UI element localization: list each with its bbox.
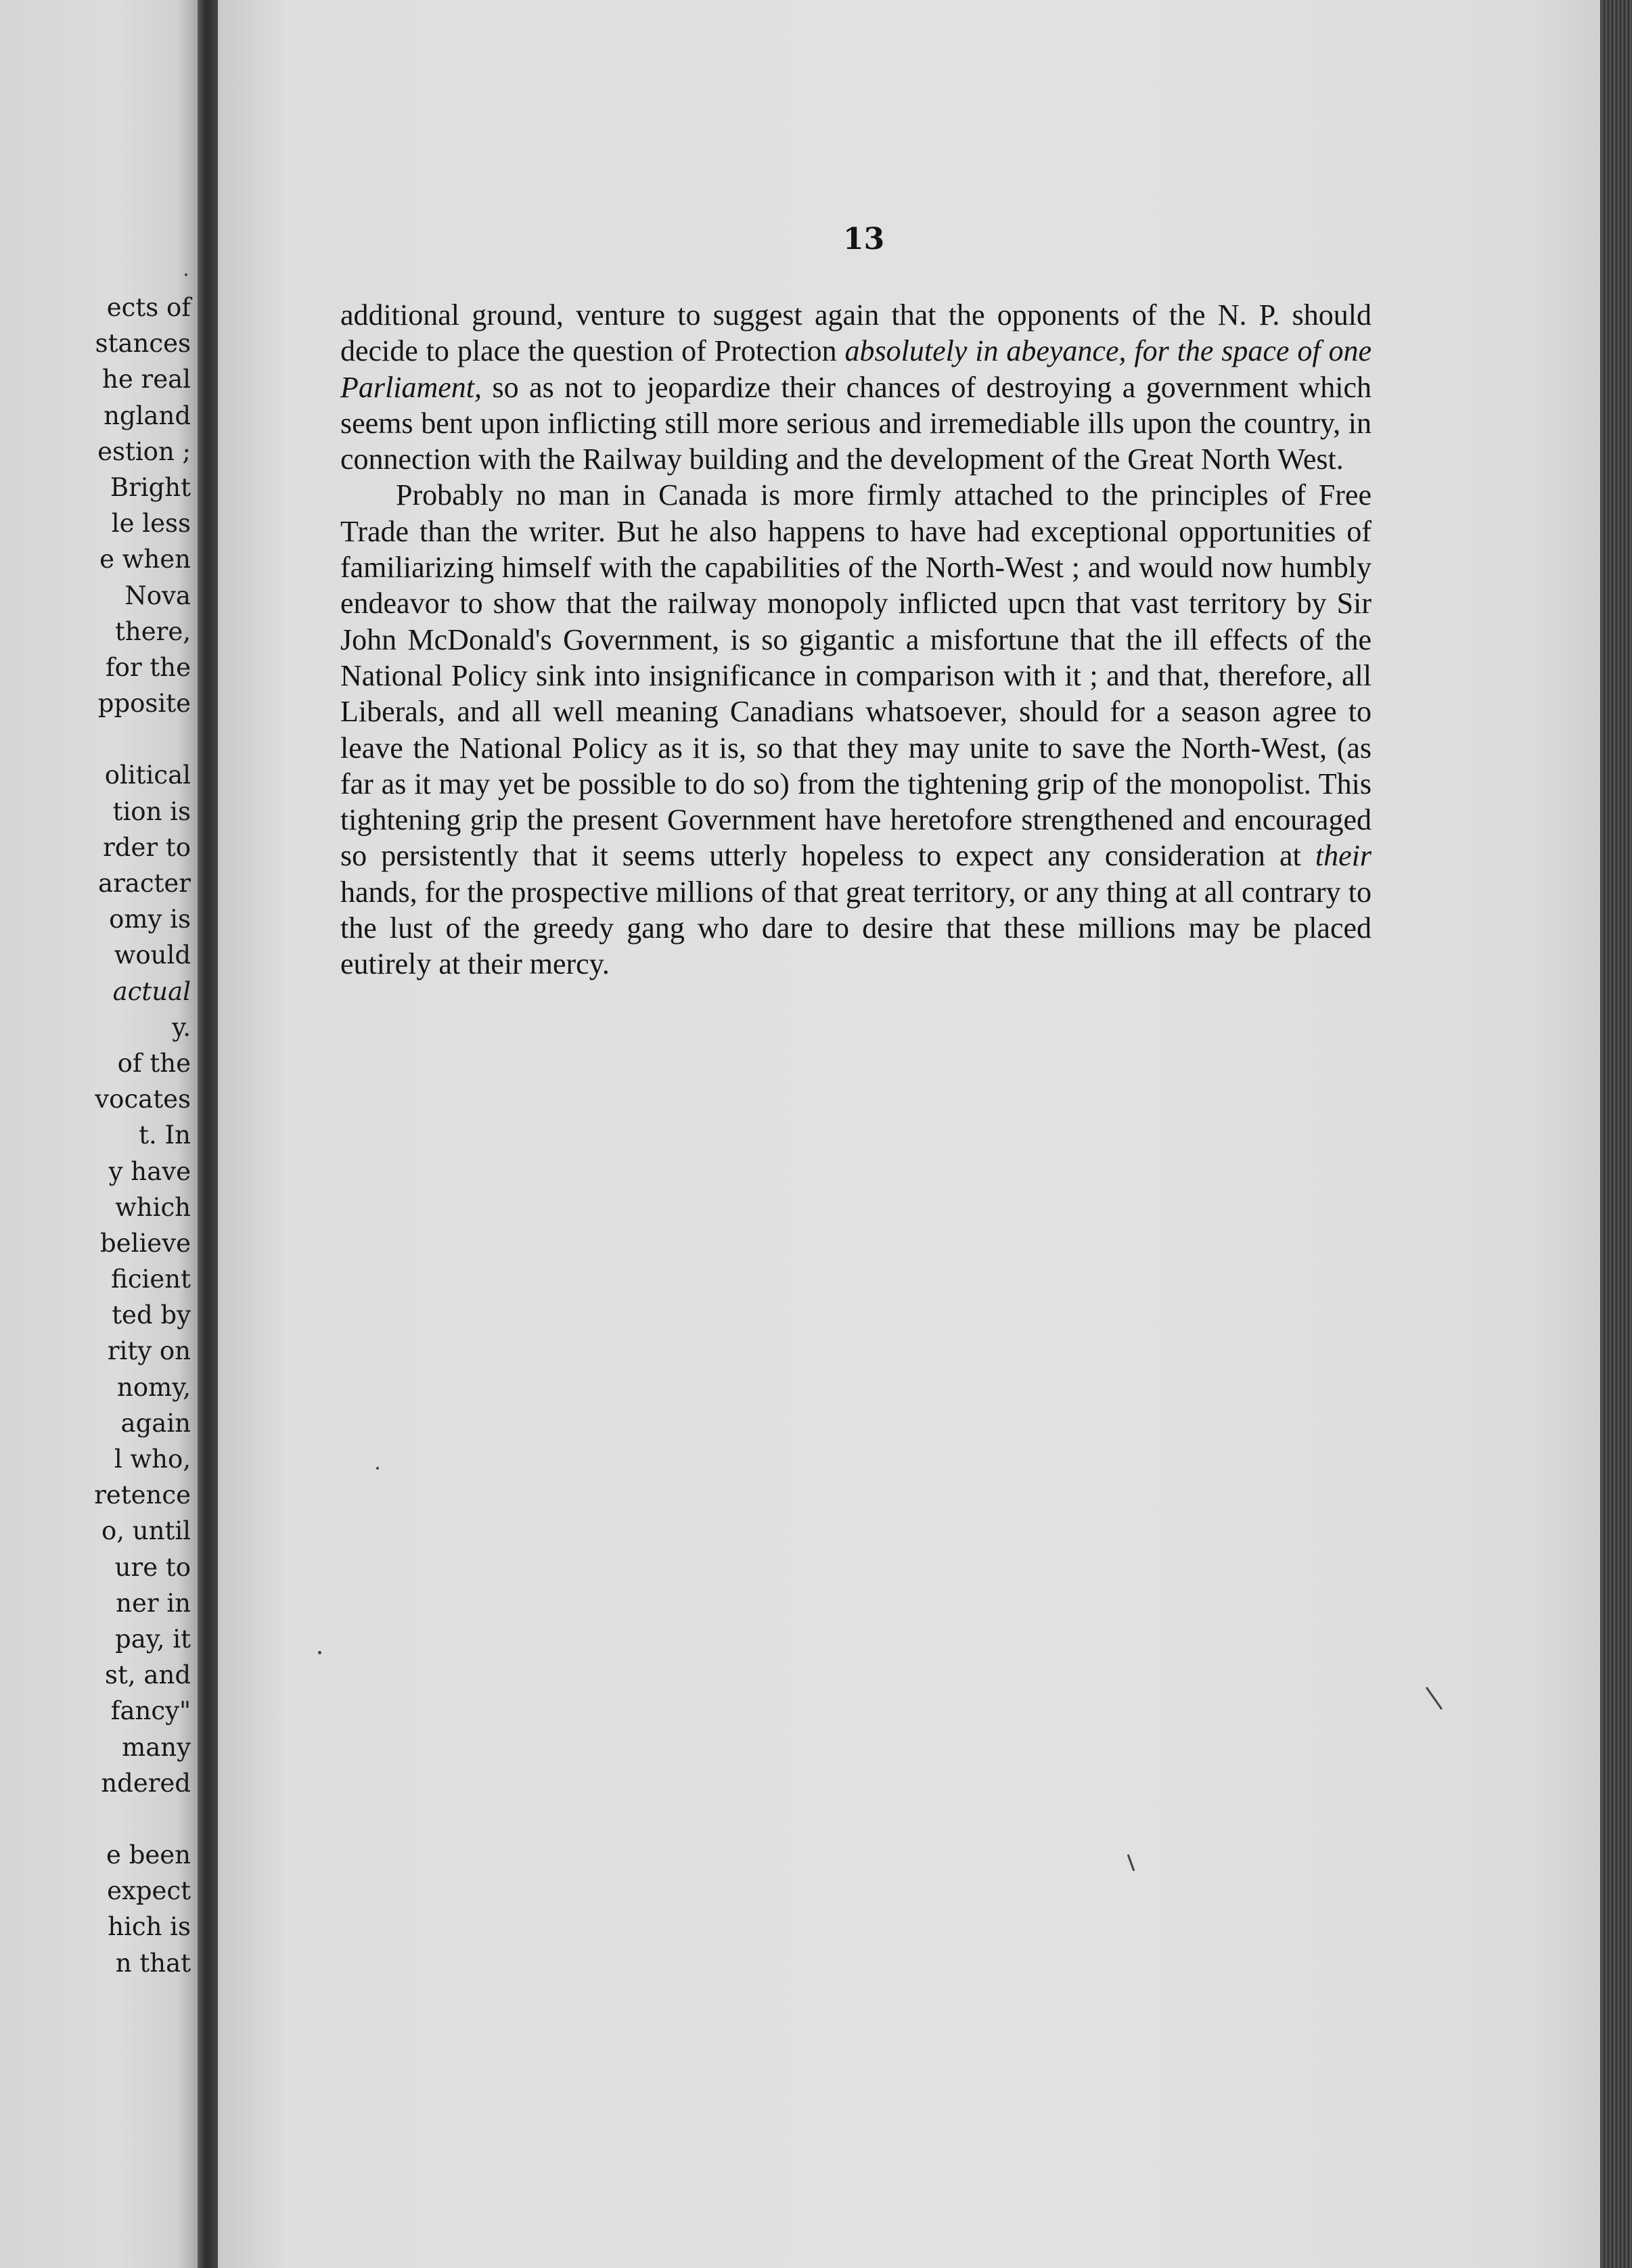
facing-page-line: y have <box>108 1156 191 1186</box>
page-edges <box>1600 0 1632 2268</box>
facing-page-line: retence <box>94 1480 191 1510</box>
paragraph-2-italic: their <box>1315 839 1372 873</box>
facing-page-left <box>0 0 198 2268</box>
scan-speck <box>185 273 187 276</box>
facing-page-line: ndered <box>101 1768 191 1798</box>
facing-page-text <box>0 290 191 1981</box>
facing-page-line: ure to <box>114 1552 191 1582</box>
facing-page-line: actual <box>112 976 191 1006</box>
facing-page-line: rity on <box>107 1336 191 1366</box>
facing-page-line: ects of <box>106 293 191 322</box>
facing-page-line <box>0 1801 191 1837</box>
page-body <box>340 297 1372 982</box>
facing-page-line <box>0 721 191 757</box>
facing-page-line: believe <box>100 1228 191 1258</box>
facing-page-line: l who, <box>114 1445 191 1474</box>
facing-page-line: he real <box>102 365 191 394</box>
facing-page-line: e been <box>106 1840 191 1870</box>
paragraph-1 <box>340 297 1372 477</box>
facing-page-line: rder to <box>103 832 191 862</box>
facing-page-line: for the <box>105 652 191 682</box>
facing-page-line: nomy, <box>117 1372 191 1402</box>
facing-page-line: n that <box>115 1948 191 1978</box>
facing-page-line: ner in <box>116 1588 191 1618</box>
facing-page-line: Bright <box>110 472 191 502</box>
facing-page-line: of the <box>117 1048 191 1078</box>
facing-page-line: pposite <box>97 689 191 719</box>
facing-page-line: ted by <box>112 1300 191 1330</box>
facing-page-line: Nova <box>124 581 191 610</box>
paragraph-1-italic: absolutely in abeyance, for the space of one Parliament, <box>340 334 1372 404</box>
facing-page-line: t. In <box>139 1120 191 1150</box>
facing-page-line: fancy" <box>110 1696 191 1726</box>
facing-page-line: ficient <box>111 1265 191 1294</box>
scan-speck <box>376 1467 379 1470</box>
facing-page-line: again <box>120 1408 191 1438</box>
facing-page-line: o, until <box>101 1516 191 1546</box>
book-gutter <box>198 0 218 2268</box>
facing-page-line: expect <box>107 1876 191 1906</box>
facing-page-line: olitical <box>104 761 191 790</box>
facing-page-line: tion is <box>112 796 191 826</box>
facing-page-line: y. <box>172 1012 191 1042</box>
facing-page-line: there, <box>115 616 191 646</box>
facing-page-line: estion ; <box>97 436 191 466</box>
facing-page-line: omy is <box>109 905 191 934</box>
facing-page-line: which <box>115 1192 191 1222</box>
paragraph-1-text-a: additional ground, venture to suggest again that the opponents of the N. P. should decide to place the question of Protection <box>340 298 1372 368</box>
facing-page-line: st, and <box>105 1660 191 1690</box>
facing-page-line: le less <box>111 509 191 539</box>
facing-page-line: e when <box>99 545 191 574</box>
paragraph-2-text-b: hands, for the prospective millions of that great territory, or any thing at all contrary to the lust of the greedy gang who dare to desire that these millions may be placed eutirely at their mercy. <box>340 875 1372 981</box>
facing-page-line: aracter <box>98 869 191 898</box>
facing-page-line: stances <box>95 329 191 359</box>
facing-page-line: pay, it <box>115 1624 191 1654</box>
paragraph-2-text-a: Probably no man in Canada is more firmly attached to the principles of Free Trade than the writer. But he also happens to have had exceptional opportunities of familiarizing himself with the capabilities of the North-West ; and would now humbly endeavor to show that the railway monopoly inflicted upcn that vast territory by Sir John McDonald's Government, is so gigantic a misfortune that the ill effects of the National Policy sink into insignificance in comparison with it ; and that, therefore, all Liberals, and all well meaning Canadians whatsoever, should for a season agree to leave the National Policy as it is, so that they may unite to save the North-West, (as far as it may yet be possible to do so) from the tightening grip of the monopolist. This tightening grip the present Government have heretofore strengthened and encouraged so persistently that it seems utterly hopeless to expect any consideration at <box>340 478 1372 873</box>
facing-page-line: vocates <box>95 1085 191 1114</box>
facing-page-line: many <box>122 1732 191 1762</box>
page-number: 13 <box>843 222 885 256</box>
paragraph-2 <box>340 477 1372 982</box>
facing-page-line: hich is <box>108 1912 191 1942</box>
facing-page-line: would <box>114 940 191 970</box>
paragraph-1-text-b: so as not to jeopardize their chances of destroying a government which seems bent upon inflicting still more serious and irremediable ills upon the country, in connection with the Railway building and the development of the Great North West. <box>340 370 1372 476</box>
facing-page-line: ngland <box>104 401 191 430</box>
scan-speck <box>318 1651 321 1654</box>
